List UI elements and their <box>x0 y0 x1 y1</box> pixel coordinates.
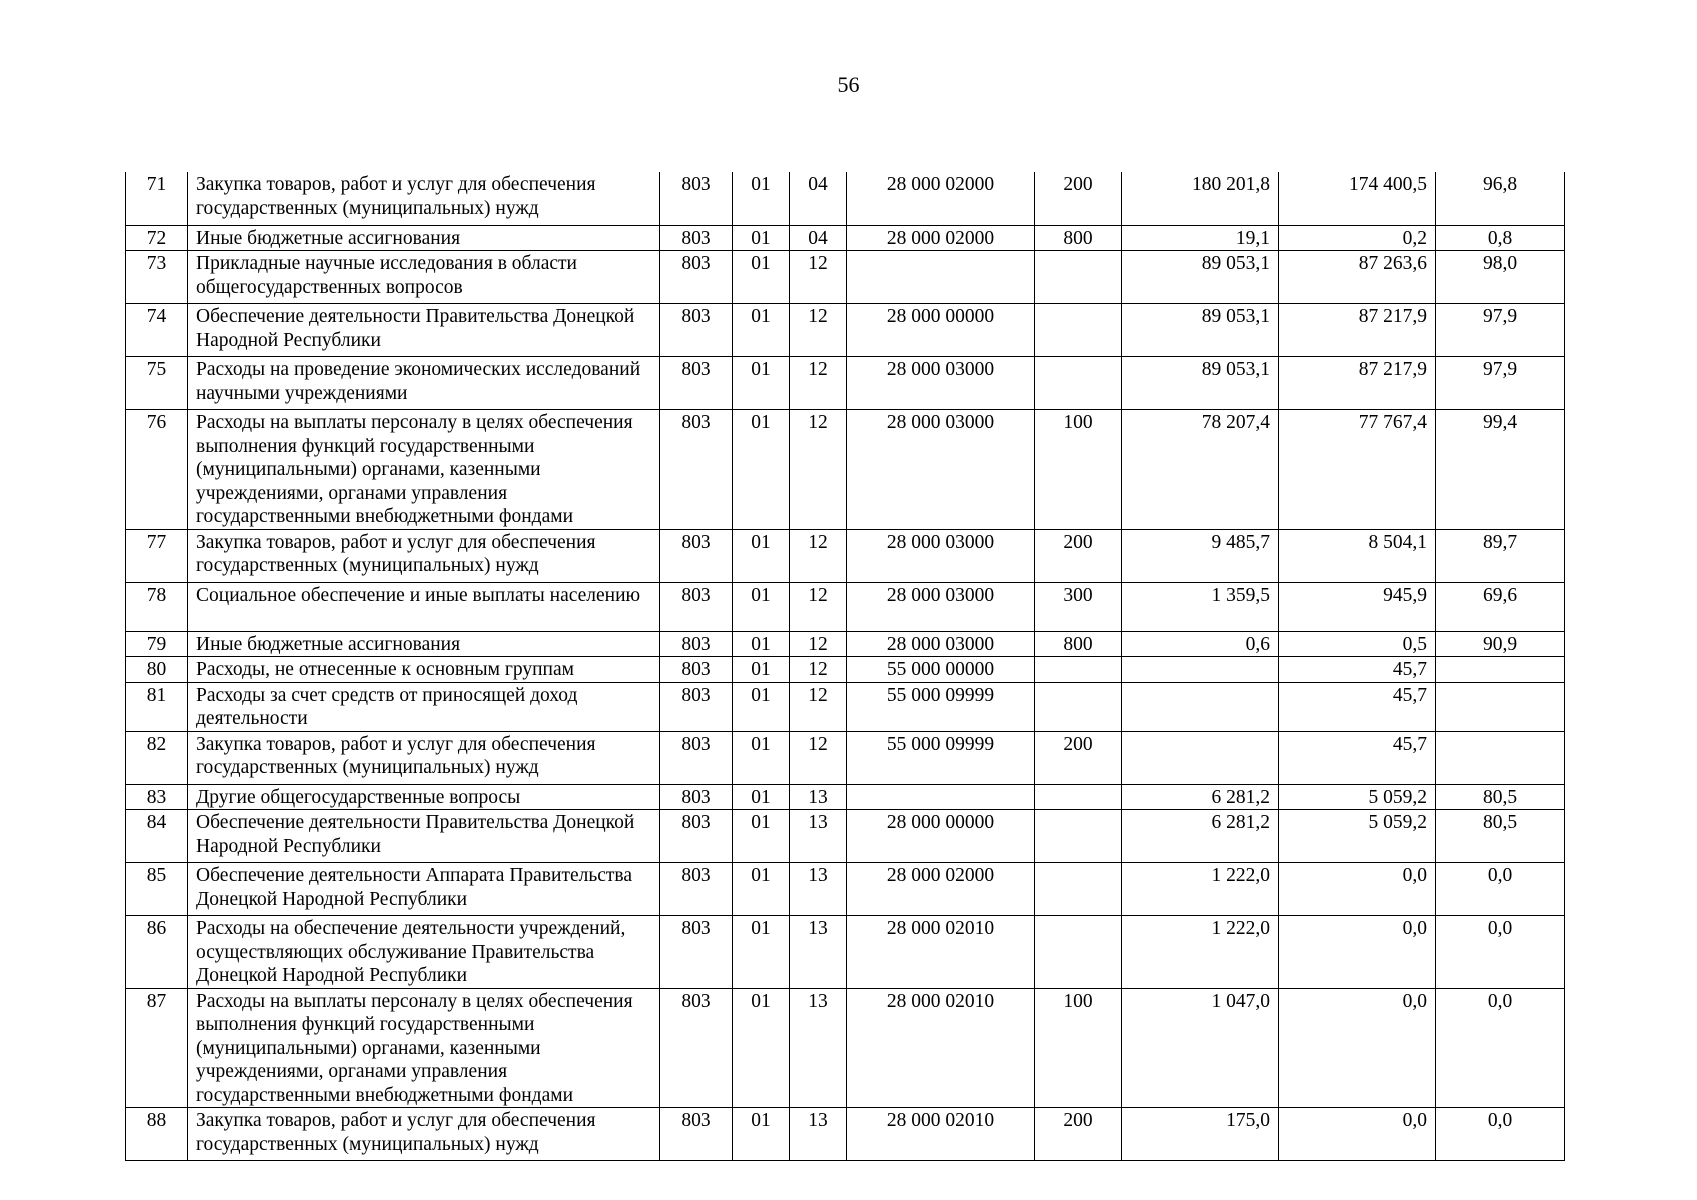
subsection-code-cell: 12 <box>790 682 847 731</box>
department-code-cell: 803 <box>660 357 733 410</box>
actual-amount-cell: 0,0 <box>1279 988 1436 1108</box>
planned-amount-cell: 89 053,1 <box>1122 304 1279 357</box>
execution-percent-cell <box>1436 682 1565 731</box>
section-code-cell: 01 <box>733 357 790 410</box>
subsection-code-cell: 13 <box>790 1108 847 1161</box>
planned-amount-cell: 1 222,0 <box>1122 863 1279 916</box>
table-row <box>126 410 1565 530</box>
expense-name-cell: Расходы на выплаты персоналу в целях обеспечения выполнения функций государственными (муниципальными) органами, казенными учреждениями, органами управления государственными внебюджетными фондами <box>188 988 660 1108</box>
row-number-cell: 85 <box>126 863 188 916</box>
subsection-code-cell: 12 <box>790 410 847 530</box>
row-number-cell: 77 <box>126 529 188 582</box>
row-number-cell: 71 <box>126 172 188 225</box>
planned-amount-cell: 1 359,5 <box>1122 582 1279 631</box>
target-article-cell: 28 000 03000 <box>847 631 1035 657</box>
department-code-cell: 803 <box>660 657 733 683</box>
table-row <box>126 657 1565 683</box>
execution-percent-cell: 89,7 <box>1436 529 1565 582</box>
expense-type-cell <box>1035 251 1122 304</box>
expense-type-cell <box>1035 304 1122 357</box>
expense-type-cell: 100 <box>1035 988 1122 1108</box>
row-number-cell: 82 <box>126 731 188 784</box>
planned-amount-cell: 19,1 <box>1122 225 1279 251</box>
actual-amount-cell: 87 217,9 <box>1279 304 1436 357</box>
execution-percent-cell: 69,6 <box>1436 582 1565 631</box>
expense-type-cell <box>1035 784 1122 810</box>
execution-percent-cell <box>1436 731 1565 784</box>
planned-amount-cell: 175,0 <box>1122 1108 1279 1161</box>
actual-amount-cell: 5 059,2 <box>1279 784 1436 810</box>
subsection-code-cell: 12 <box>790 631 847 657</box>
row-number-cell: 87 <box>126 988 188 1108</box>
planned-amount-cell: 0,6 <box>1122 631 1279 657</box>
execution-percent-cell: 97,9 <box>1436 304 1565 357</box>
section-code-cell: 01 <box>733 631 790 657</box>
actual-amount-cell: 45,7 <box>1279 657 1436 683</box>
section-code-cell: 01 <box>733 172 790 225</box>
expense-type-cell: 300 <box>1035 582 1122 631</box>
expense-type-cell: 100 <box>1035 410 1122 530</box>
execution-percent-cell: 90,9 <box>1436 631 1565 657</box>
target-article-cell: 55 000 00000 <box>847 657 1035 683</box>
row-number-cell: 86 <box>126 916 188 989</box>
expense-name-cell: Иные бюджетные ассигнования <box>188 631 660 657</box>
expense-type-cell: 200 <box>1035 1108 1122 1161</box>
planned-amount-cell: 6 281,2 <box>1122 784 1279 810</box>
subsection-code-cell: 12 <box>790 304 847 357</box>
department-code-cell: 803 <box>660 682 733 731</box>
expense-type-cell <box>1035 657 1122 683</box>
target-article-cell: 28 000 02000 <box>847 225 1035 251</box>
section-code-cell: 01 <box>733 916 790 989</box>
target-article-cell: 28 000 02010 <box>847 916 1035 989</box>
target-article-cell: 28 000 03000 <box>847 582 1035 631</box>
department-code-cell: 803 <box>660 304 733 357</box>
execution-percent-cell: 0,0 <box>1436 863 1565 916</box>
execution-percent-cell: 0,0 <box>1436 988 1565 1108</box>
execution-percent-cell: 0,8 <box>1436 225 1565 251</box>
expense-type-cell <box>1035 810 1122 863</box>
actual-amount-cell: 8 504,1 <box>1279 529 1436 582</box>
target-article-cell: 28 000 02000 <box>847 863 1035 916</box>
budget-table <box>125 172 1565 1161</box>
subsection-code-cell: 12 <box>790 731 847 784</box>
expense-name-cell: Закупка товаров, работ и услуг для обеспечения государственных (муниципальных) нужд <box>188 172 660 225</box>
expense-name-cell: Обеспечение деятельности Правительства Донецкой Народной Республики <box>188 810 660 863</box>
row-number-cell: 79 <box>126 631 188 657</box>
expense-name-cell: Обеспечение деятельности Правительства Донецкой Народной Республики <box>188 304 660 357</box>
department-code-cell: 803 <box>660 410 733 530</box>
table-row <box>126 810 1565 863</box>
row-number-cell: 72 <box>126 225 188 251</box>
planned-amount-cell: 6 281,2 <box>1122 810 1279 863</box>
expense-name-cell: Прикладные научные исследования в области общегосударственных вопросов <box>188 251 660 304</box>
subsection-code-cell: 13 <box>790 863 847 916</box>
page-number: 56 <box>837 72 860 97</box>
execution-percent-cell: 97,9 <box>1436 357 1565 410</box>
department-code-cell: 803 <box>660 784 733 810</box>
department-code-cell: 803 <box>660 529 733 582</box>
target-article-cell: 28 000 00000 <box>847 304 1035 357</box>
execution-percent-cell: 0,0 <box>1436 916 1565 989</box>
execution-percent-cell: 80,5 <box>1436 784 1565 810</box>
expense-name-cell: Расходы за счет средств от приносящей доход деятельности <box>188 682 660 731</box>
execution-percent-cell: 99,4 <box>1436 410 1565 530</box>
subsection-code-cell: 04 <box>790 172 847 225</box>
section-code-cell: 01 <box>733 529 790 582</box>
expense-type-cell: 200 <box>1035 731 1122 784</box>
section-code-cell: 01 <box>733 410 790 530</box>
table-body <box>126 172 1565 1161</box>
row-number-cell: 76 <box>126 410 188 530</box>
department-code-cell: 803 <box>660 1108 733 1161</box>
row-number-cell: 78 <box>126 582 188 631</box>
table-row <box>126 863 1565 916</box>
subsection-code-cell: 12 <box>790 582 847 631</box>
subsection-code-cell: 13 <box>790 784 847 810</box>
department-code-cell: 803 <box>660 863 733 916</box>
section-code-cell: 01 <box>733 682 790 731</box>
section-code-cell: 01 <box>733 582 790 631</box>
execution-percent-cell: 96,8 <box>1436 172 1565 225</box>
department-code-cell: 803 <box>660 916 733 989</box>
table-row <box>126 529 1565 582</box>
actual-amount-cell: 174 400,5 <box>1279 172 1436 225</box>
expense-type-cell <box>1035 863 1122 916</box>
row-number-cell: 75 <box>126 357 188 410</box>
subsection-code-cell: 13 <box>790 916 847 989</box>
table-row <box>126 682 1565 731</box>
department-code-cell: 803 <box>660 582 733 631</box>
target-article-cell: 28 000 02000 <box>847 172 1035 225</box>
actual-amount-cell: 87 263,6 <box>1279 251 1436 304</box>
table-row <box>126 582 1565 631</box>
table-row <box>126 1108 1565 1161</box>
row-number-cell: 80 <box>126 657 188 683</box>
section-code-cell: 01 <box>733 251 790 304</box>
execution-percent-cell: 80,5 <box>1436 810 1565 863</box>
department-code-cell: 803 <box>660 172 733 225</box>
target-article-cell: 28 000 00000 <box>847 810 1035 863</box>
expense-name-cell: Расходы, не отнесенные к основным группам <box>188 657 660 683</box>
target-article-cell: 55 000 09999 <box>847 682 1035 731</box>
planned-amount-cell: 9 485,7 <box>1122 529 1279 582</box>
target-article-cell: 28 000 03000 <box>847 410 1035 530</box>
section-code-cell: 01 <box>733 810 790 863</box>
planned-amount-cell <box>1122 682 1279 731</box>
target-article-cell: 28 000 02010 <box>847 988 1035 1108</box>
expense-type-cell: 200 <box>1035 172 1122 225</box>
table-row <box>126 304 1565 357</box>
section-code-cell: 01 <box>733 1108 790 1161</box>
section-code-cell: 01 <box>733 863 790 916</box>
planned-amount-cell <box>1122 657 1279 683</box>
execution-percent-cell: 0,0 <box>1436 1108 1565 1161</box>
table-row <box>126 251 1565 304</box>
expense-name-cell: Расходы на обеспечение деятельности учреждений, осуществляющих обслуживание Правительства Донецкой Народной Республики <box>188 916 660 989</box>
department-code-cell: 803 <box>660 631 733 657</box>
subsection-code-cell: 12 <box>790 657 847 683</box>
expense-name-cell: Закупка товаров, работ и услуг для обеспечения государственных (муниципальных) нужд <box>188 731 660 784</box>
table-row <box>126 172 1565 225</box>
expense-type-cell: 800 <box>1035 631 1122 657</box>
target-article-cell: 28 000 03000 <box>847 529 1035 582</box>
actual-amount-cell: 0,5 <box>1279 631 1436 657</box>
section-code-cell: 01 <box>733 304 790 357</box>
row-number-cell: 81 <box>126 682 188 731</box>
expense-name-cell: Социальное обеспечение и иные выплаты населению <box>188 582 660 631</box>
actual-amount-cell: 945,9 <box>1279 582 1436 631</box>
planned-amount-cell: 89 053,1 <box>1122 251 1279 304</box>
department-code-cell: 803 <box>660 225 733 251</box>
actual-amount-cell: 87 217,9 <box>1279 357 1436 410</box>
subsection-code-cell: 13 <box>790 988 847 1108</box>
expense-name-cell: Обеспечение деятельности Аппарата Правительства Донецкой Народной Республики <box>188 863 660 916</box>
target-article-cell: 28 000 03000 <box>847 357 1035 410</box>
section-code-cell: 01 <box>733 784 790 810</box>
expense-type-cell <box>1035 682 1122 731</box>
section-code-cell: 01 <box>733 988 790 1108</box>
expense-name-cell: Расходы на проведение экономических исследований научными учреждениями <box>188 357 660 410</box>
table-row <box>126 784 1565 810</box>
department-code-cell: 803 <box>660 988 733 1108</box>
expense-type-cell <box>1035 916 1122 989</box>
expense-name-cell: Расходы на выплаты персоналу в целях обеспечения выполнения функций государственными (муниципальными) органами, казенными учреждениями, органами управления государственными внебюджетными фондами <box>188 410 660 530</box>
section-code-cell: 01 <box>733 731 790 784</box>
row-number-cell: 73 <box>126 251 188 304</box>
actual-amount-cell: 45,7 <box>1279 682 1436 731</box>
expense-name-cell: Закупка товаров, работ и услуг для обеспечения государственных (муниципальных) нужд <box>188 529 660 582</box>
actual-amount-cell: 45,7 <box>1279 731 1436 784</box>
execution-percent-cell: 98,0 <box>1436 251 1565 304</box>
planned-amount-cell: 1 047,0 <box>1122 988 1279 1108</box>
actual-amount-cell: 77 767,4 <box>1279 410 1436 530</box>
subsection-code-cell: 04 <box>790 225 847 251</box>
row-number-cell: 83 <box>126 784 188 810</box>
planned-amount-cell: 78 207,4 <box>1122 410 1279 530</box>
actual-amount-cell: 0,2 <box>1279 225 1436 251</box>
planned-amount-cell: 180 201,8 <box>1122 172 1279 225</box>
expense-name-cell: Другие общегосударственные вопросы <box>188 784 660 810</box>
expense-name-cell: Иные бюджетные ассигнования <box>188 225 660 251</box>
planned-amount-cell: 89 053,1 <box>1122 357 1279 410</box>
subsection-code-cell: 12 <box>790 251 847 304</box>
table-row <box>126 631 1565 657</box>
row-number-cell: 74 <box>126 304 188 357</box>
subsection-code-cell: 12 <box>790 529 847 582</box>
table-row <box>126 731 1565 784</box>
actual-amount-cell: 0,0 <box>1279 1108 1436 1161</box>
execution-percent-cell <box>1436 657 1565 683</box>
expense-name-cell: Закупка товаров, работ и услуг для обеспечения государственных (муниципальных) нужд <box>188 1108 660 1161</box>
planned-amount-cell <box>1122 731 1279 784</box>
planned-amount-cell: 1 222,0 <box>1122 916 1279 989</box>
subsection-code-cell: 12 <box>790 357 847 410</box>
section-code-cell: 01 <box>733 657 790 683</box>
actual-amount-cell: 5 059,2 <box>1279 810 1436 863</box>
target-article-cell: 28 000 02010 <box>847 1108 1035 1161</box>
row-number-cell: 88 <box>126 1108 188 1161</box>
target-article-cell <box>847 784 1035 810</box>
department-code-cell: 803 <box>660 810 733 863</box>
table-row <box>126 916 1565 989</box>
actual-amount-cell: 0,0 <box>1279 863 1436 916</box>
table-row <box>126 988 1565 1108</box>
expense-type-cell: 200 <box>1035 529 1122 582</box>
target-article-cell <box>847 251 1035 304</box>
subsection-code-cell: 13 <box>790 810 847 863</box>
table-row <box>126 225 1565 251</box>
target-article-cell: 55 000 09999 <box>847 731 1035 784</box>
table-row <box>126 357 1565 410</box>
section-code-cell: 01 <box>733 225 790 251</box>
department-code-cell: 803 <box>660 731 733 784</box>
expense-type-cell: 800 <box>1035 225 1122 251</box>
expense-type-cell <box>1035 357 1122 410</box>
department-code-cell: 803 <box>660 251 733 304</box>
actual-amount-cell: 0,0 <box>1279 916 1436 989</box>
row-number-cell: 84 <box>126 810 188 863</box>
